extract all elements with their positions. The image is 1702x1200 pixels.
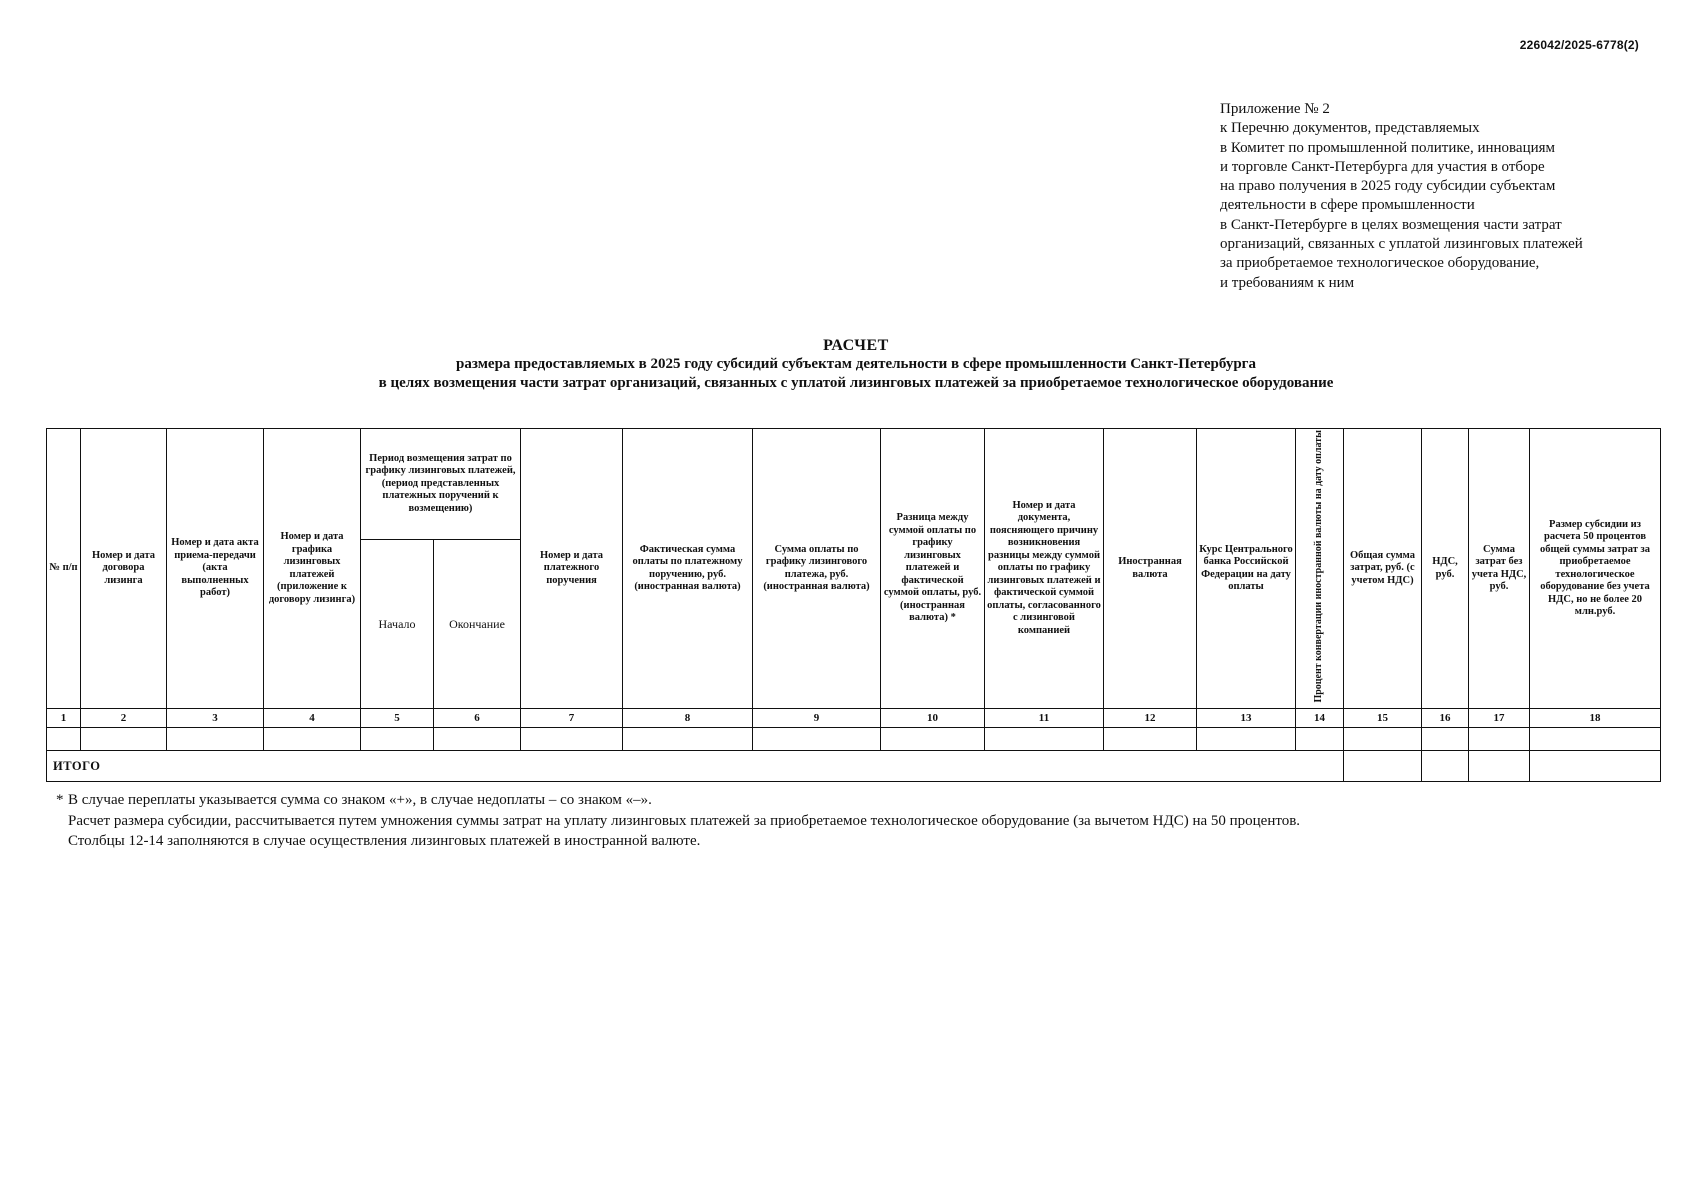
column-number: 12 — [1104, 709, 1197, 728]
header-col-14-text: Процент конвертации иностранной валюты на дату оплаты — [1313, 430, 1325, 703]
column-number: 2 — [81, 709, 167, 728]
table-cell[interactable] — [521, 728, 623, 751]
header-col-5: Начало — [361, 539, 434, 708]
header-col-14 — [1296, 429, 1344, 709]
footnotes — [56, 790, 1616, 852]
footnote-line-2: Расчет размера субсидии, рассчитывается путем умножения суммы затрат на уплату лизинговых платежей за приобретаемое технологическое оборудование (за вычетом НДС) на 50 процентов. — [68, 812, 1301, 829]
column-number: 14 — [1296, 709, 1344, 728]
total-cell-18[interactable] — [1530, 751, 1661, 782]
table-cell[interactable] — [264, 728, 361, 751]
column-number: 8 — [623, 709, 753, 728]
table-cell[interactable] — [1344, 728, 1422, 751]
table-cell[interactable] — [81, 728, 167, 751]
header-col-18: Размер субсидии из расчета 50 процентов общей суммы затрат за приобретаемое технологическое оборудование без учета НДС, но не более 20 млн.руб. — [1530, 429, 1661, 709]
appendix-line: в Комитет по промышленной политике, инновациям — [1220, 139, 1556, 156]
column-number: 6 — [434, 709, 521, 728]
header-col-6: Окончание — [434, 539, 521, 708]
total-row — [47, 751, 1661, 782]
appendix-line: в Санкт-Петербурге в целях возмещения части затрат — [1220, 216, 1562, 233]
footnote-line-3: Столбцы 12-14 заполняются в случае осуществления лизинговых платежей в иностранной валюте. — [68, 833, 701, 849]
column-number: 3 — [167, 709, 264, 728]
total-cell-15[interactable] — [1344, 751, 1422, 782]
appendix-line: организаций, связанных с уплатой лизинговых платежей — [1220, 236, 1583, 253]
document-number: 226042/2025-6778(2) — [1519, 38, 1639, 52]
table-cell[interactable] — [1296, 728, 1344, 751]
total-cell-16[interactable] — [1422, 751, 1469, 782]
appendix-block — [1220, 100, 1660, 293]
appendix-line: на право получения в 2025 году субсидии субъектам — [1220, 178, 1556, 195]
header-col-4: Номер и дата графика лизинговых платежей (приложение к договору лизинга) — [264, 429, 361, 709]
header-col-15: Общая сумма затрат, руб. (с учетом НДС) — [1344, 429, 1422, 709]
column-number: 5 — [361, 709, 434, 728]
column-number: 1 — [47, 709, 81, 728]
table-cell[interactable] — [1104, 728, 1197, 751]
header-col-10: Разница между суммой оплаты по графику лизинговых платежей и фактической суммой оплаты, руб. (иностранная валюта) * — [881, 429, 985, 709]
column-number: 10 — [881, 709, 985, 728]
title-line-1: размера предоставляемых в 2025 году субсидий субъектам деятельности в сфере промышленности Санкт-Петербурга — [456, 356, 1256, 372]
table-cell[interactable] — [167, 728, 264, 751]
column-number: 18 — [1530, 709, 1661, 728]
header-col-17: Сумма затрат без учета НДС, руб. — [1469, 429, 1530, 709]
header-row-top — [47, 429, 1661, 540]
table-cell[interactable] — [1530, 728, 1661, 751]
header-col-13: Курс Центрального банка Российской Федерации на дату оплаты — [1197, 429, 1296, 709]
column-number-row — [47, 709, 1661, 728]
appendix-line: к Перечню документов, представляемых — [1220, 120, 1480, 137]
total-cell-17[interactable] — [1469, 751, 1530, 782]
footnote-line-1: В случае переплаты указывается сумма со знаком «+», в случае недоплаты – со знаком «–». — [68, 792, 652, 808]
header-col-1: № п/п — [47, 429, 81, 709]
calculation-table — [46, 428, 1661, 782]
column-number: 9 — [753, 709, 881, 728]
column-number: 16 — [1422, 709, 1469, 728]
column-number: 7 — [521, 709, 623, 728]
header-col-8: Фактическая сумма оплаты по платежному поручению, руб. (иностранная валюта) — [623, 429, 753, 709]
table-cell[interactable] — [1469, 728, 1530, 751]
title-line-2: в целях возмещения части затрат организаций, связанных с уплатой лизинговых платежей за приобретаемое технологическое оборудование — [378, 375, 1334, 391]
appendix-line: Приложение № 2 — [1220, 101, 1330, 117]
header-col-3: Номер и дата акта приема-передачи (акта выполненных работ) — [167, 429, 264, 709]
appendix-line: за приобретаемое технологическое оборудование, — [1220, 255, 1540, 272]
column-number: 11 — [985, 709, 1104, 728]
column-number: 15 — [1344, 709, 1422, 728]
table-cell[interactable] — [881, 728, 985, 751]
footnote-star: * — [56, 792, 64, 808]
table-row — [47, 728, 1661, 751]
title-main: РАСЧЕТ — [823, 337, 889, 354]
header-col-12: Иностранная валюта — [1104, 429, 1197, 709]
table-cell[interactable] — [361, 728, 434, 751]
header-col-2: Номер и дата договора лизинга — [81, 429, 167, 709]
table-cell[interactable] — [47, 728, 81, 751]
table-cell[interactable] — [434, 728, 521, 751]
table-cell[interactable] — [1197, 728, 1296, 751]
appendix-line: и торговле Санкт-Петербурга для участия в отборе — [1220, 158, 1545, 175]
column-number: 4 — [264, 709, 361, 728]
header-col-9: Сумма оплаты по графику лизингового платежа, руб. (иностранная валюта) — [753, 429, 881, 709]
appendix-line: и требованиям к ним — [1220, 274, 1355, 291]
header-col-11: Номер и дата документа, поясняющего причину возникновения разницы между суммой оплаты по графику лизинговых платежей и фактической суммой оплаты, согласованного с лизинговой компанией — [985, 429, 1104, 709]
table-cell[interactable] — [623, 728, 753, 751]
column-number: 13 — [1197, 709, 1296, 728]
document-title — [60, 336, 1652, 393]
table-cell[interactable] — [1422, 728, 1469, 751]
table-cell[interactable] — [753, 728, 881, 751]
table-cell[interactable] — [985, 728, 1104, 751]
header-period: Период возмещения затрат по графику лизинговых платежей, (период представленных платежных поручений к возмещению) — [361, 429, 521, 540]
column-number: 17 — [1469, 709, 1530, 728]
total-label: ИТОГО — [47, 751, 1344, 782]
header-col-7: Номер и дата платежного поручения — [521, 429, 623, 709]
appendix-line: деятельности в сфере промышленности — [1220, 197, 1475, 214]
header-col-16: НДС, руб. — [1422, 429, 1469, 709]
